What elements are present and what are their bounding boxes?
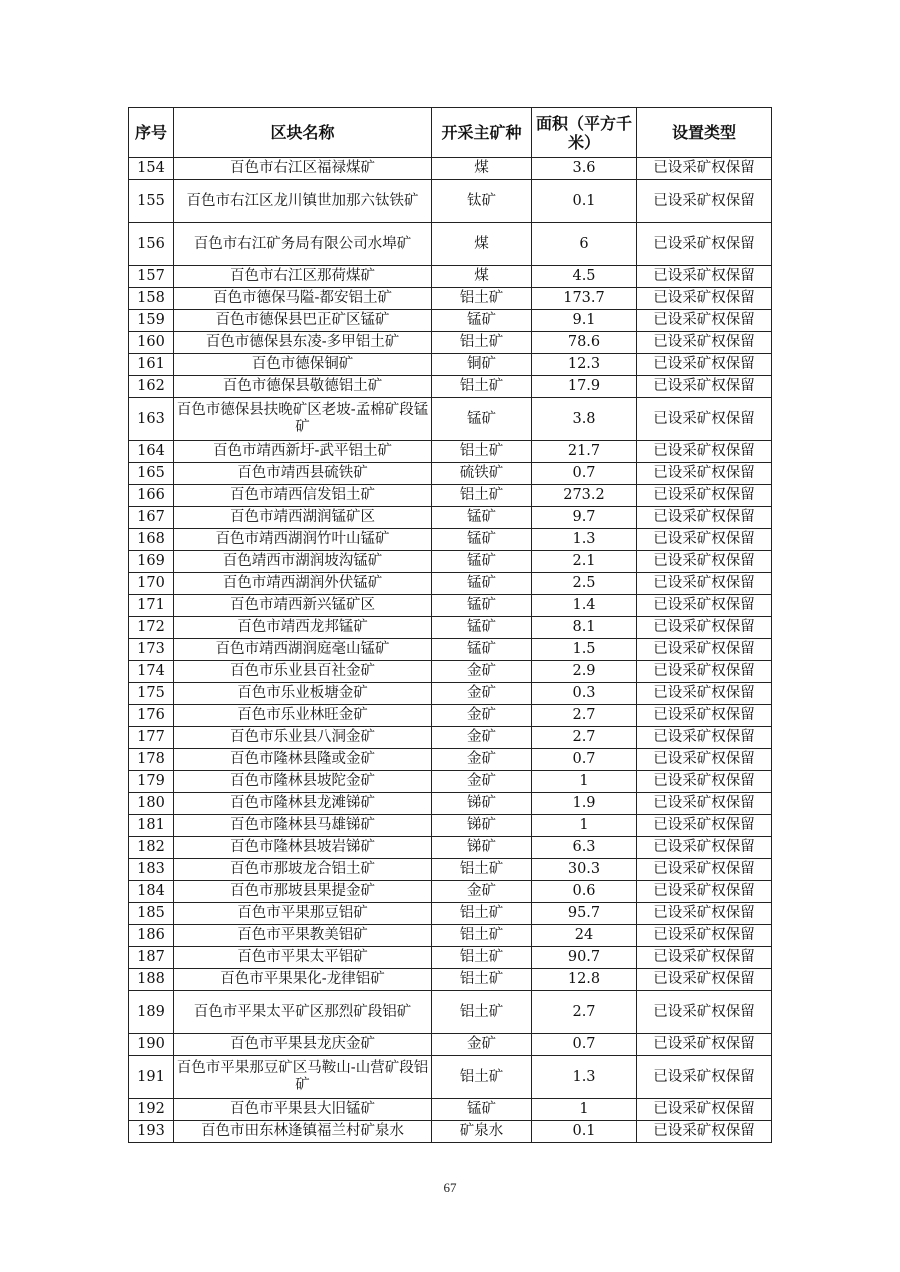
table-row (129, 332, 772, 354)
table-row (129, 881, 772, 903)
cell-seq: 165 (129, 463, 174, 485)
cell-seq: 174 (129, 661, 174, 683)
cell-name: 百色市右江区那荷煤矿 (174, 266, 432, 288)
cell-mineral: 铝土矿 (432, 1056, 532, 1099)
cell-mineral: 锰矿 (432, 310, 532, 332)
cell-seq: 167 (129, 507, 174, 529)
cell-type: 已设采矿权保留 (637, 1121, 772, 1143)
cell-seq: 180 (129, 793, 174, 815)
cell-mineral: 矿泉水 (432, 1121, 532, 1143)
cell-mineral: 金矿 (432, 683, 532, 705)
cell-type: 已设采矿权保留 (637, 749, 772, 771)
cell-type: 已设采矿权保留 (637, 158, 772, 180)
cell-name: 百色靖西市湖润坡沟锰矿 (174, 551, 432, 573)
cell-seq: 164 (129, 441, 174, 463)
cell-seq: 179 (129, 771, 174, 793)
cell-name: 百色市平果太平铝矿 (174, 947, 432, 969)
cell-mineral: 铝土矿 (432, 903, 532, 925)
cell-seq: 161 (129, 354, 174, 376)
cell-seq: 192 (129, 1099, 174, 1121)
cell-area: 1.3 (532, 529, 637, 551)
cell-mineral: 金矿 (432, 749, 532, 771)
cell-mineral: 铝土矿 (432, 376, 532, 398)
cell-mineral: 金矿 (432, 881, 532, 903)
table-row (129, 947, 772, 969)
cell-type: 已设采矿权保留 (637, 925, 772, 947)
mining-block-table (128, 107, 772, 1143)
table-row (129, 507, 772, 529)
cell-name: 百色市平果果化-龙律铝矿 (174, 969, 432, 991)
cell-name: 百色市平果教美铝矿 (174, 925, 432, 947)
table-row (129, 180, 772, 223)
cell-type: 已设采矿权保留 (637, 771, 772, 793)
cell-name: 百色市隆林县坡岩锑矿 (174, 837, 432, 859)
cell-area: 30.3 (532, 859, 637, 881)
cell-seq: 175 (129, 683, 174, 705)
cell-name: 百色市隆林县坡陀金矿 (174, 771, 432, 793)
cell-type: 已设采矿权保留 (637, 529, 772, 551)
cell-area: 8.1 (532, 617, 637, 639)
table-row (129, 376, 772, 398)
cell-area: 9.7 (532, 507, 637, 529)
cell-mineral: 锑矿 (432, 837, 532, 859)
cell-seq: 172 (129, 617, 174, 639)
cell-area: 6 (532, 223, 637, 266)
cell-type: 已设采矿权保留 (637, 661, 772, 683)
cell-type: 已设采矿权保留 (637, 1056, 772, 1099)
cell-area: 173.7 (532, 288, 637, 310)
table-row (129, 1034, 772, 1056)
table-row (129, 1099, 772, 1121)
table-row (129, 683, 772, 705)
cell-type: 已设采矿权保留 (637, 683, 772, 705)
cell-seq: 159 (129, 310, 174, 332)
cell-mineral: 铝土矿 (432, 485, 532, 507)
cell-seq: 168 (129, 529, 174, 551)
header-type: 设置类型 (637, 108, 772, 158)
cell-seq: 156 (129, 223, 174, 266)
cell-type: 已设采矿权保留 (637, 441, 772, 463)
cell-seq: 154 (129, 158, 174, 180)
cell-seq: 188 (129, 969, 174, 991)
table-row (129, 223, 772, 266)
cell-name: 百色市平果县龙庆金矿 (174, 1034, 432, 1056)
cell-seq: 193 (129, 1121, 174, 1143)
cell-name: 百色市靖西新兴锰矿区 (174, 595, 432, 617)
cell-seq: 169 (129, 551, 174, 573)
table-row (129, 288, 772, 310)
cell-name: 百色市乐业县八洞金矿 (174, 727, 432, 749)
table-row (129, 925, 772, 947)
cell-type: 已设采矿权保留 (637, 617, 772, 639)
cell-area: 3.6 (532, 158, 637, 180)
cell-type: 已设采矿权保留 (637, 310, 772, 332)
cell-mineral: 铝土矿 (432, 859, 532, 881)
cell-type: 已设采矿权保留 (637, 793, 772, 815)
cell-name: 百色市靖西湖润外伏锰矿 (174, 573, 432, 595)
cell-type: 已设采矿权保留 (637, 1099, 772, 1121)
cell-name: 百色市德保县巴正矿区锰矿 (174, 310, 432, 332)
cell-name: 百色市德保县扶晚矿区老坡-孟棉矿段锰矿 (174, 398, 432, 441)
cell-area: 0.6 (532, 881, 637, 903)
cell-type: 已设采矿权保留 (637, 463, 772, 485)
cell-area: 1.5 (532, 639, 637, 661)
cell-seq: 171 (129, 595, 174, 617)
cell-name: 百色市德保县敬德铝土矿 (174, 376, 432, 398)
cell-type: 已设采矿权保留 (637, 727, 772, 749)
cell-name: 百色市靖西县硫铁矿 (174, 463, 432, 485)
cell-mineral: 金矿 (432, 727, 532, 749)
cell-type: 已设采矿权保留 (637, 223, 772, 266)
cell-area: 0.1 (532, 180, 637, 223)
table-row (129, 793, 772, 815)
cell-seq: 160 (129, 332, 174, 354)
cell-mineral: 铝土矿 (432, 332, 532, 354)
cell-type: 已设采矿权保留 (637, 266, 772, 288)
cell-mineral: 煤 (432, 158, 532, 180)
cell-mineral: 锰矿 (432, 551, 532, 573)
table-row (129, 1121, 772, 1143)
cell-mineral: 钛矿 (432, 180, 532, 223)
cell-name: 百色市右江区福禄煤矿 (174, 158, 432, 180)
cell-seq: 191 (129, 1056, 174, 1099)
cell-type: 已设采矿权保留 (637, 815, 772, 837)
cell-seq: 166 (129, 485, 174, 507)
cell-seq: 183 (129, 859, 174, 881)
cell-area: 24 (532, 925, 637, 947)
cell-mineral: 金矿 (432, 705, 532, 727)
cell-mineral: 锰矿 (432, 595, 532, 617)
cell-mineral: 锰矿 (432, 1099, 532, 1121)
table-row (129, 749, 772, 771)
cell-area: 1 (532, 815, 637, 837)
table-row (129, 551, 772, 573)
cell-type: 已设采矿权保留 (637, 288, 772, 310)
cell-area: 12.3 (532, 354, 637, 376)
cell-name: 百色市乐业县百社金矿 (174, 661, 432, 683)
cell-area: 2.1 (532, 551, 637, 573)
table-row (129, 837, 772, 859)
cell-mineral: 锑矿 (432, 815, 532, 837)
cell-area: 78.6 (532, 332, 637, 354)
cell-area: 17.9 (532, 376, 637, 398)
table-row (129, 158, 772, 180)
cell-area: 2.9 (532, 661, 637, 683)
cell-seq: 186 (129, 925, 174, 947)
cell-mineral: 锰矿 (432, 639, 532, 661)
cell-area: 12.8 (532, 969, 637, 991)
cell-mineral: 铝土矿 (432, 925, 532, 947)
table-row (129, 771, 772, 793)
table-row (129, 1056, 772, 1099)
cell-mineral: 金矿 (432, 661, 532, 683)
cell-area: 0.3 (532, 683, 637, 705)
cell-area: 0.7 (532, 749, 637, 771)
cell-area: 95.7 (532, 903, 637, 925)
cell-type: 已设采矿权保留 (637, 969, 772, 991)
table-row (129, 310, 772, 332)
cell-name: 百色市右江区龙川镇世加那六钛铁矿 (174, 180, 432, 223)
cell-area: 0.1 (532, 1121, 637, 1143)
cell-name: 百色市那坡县果提金矿 (174, 881, 432, 903)
cell-seq: 163 (129, 398, 174, 441)
cell-type: 已设采矿权保留 (637, 354, 772, 376)
cell-seq: 181 (129, 815, 174, 837)
cell-seq: 173 (129, 639, 174, 661)
table-row (129, 595, 772, 617)
cell-name: 百色市德保县东凌-多甲铝土矿 (174, 332, 432, 354)
cell-mineral: 铝土矿 (432, 991, 532, 1034)
cell-area: 6.3 (532, 837, 637, 859)
cell-area: 1 (532, 1099, 637, 1121)
cell-area: 9.1 (532, 310, 637, 332)
cell-type: 已设采矿权保留 (637, 837, 772, 859)
cell-area: 1 (532, 771, 637, 793)
cell-name: 百色市靖西湖润庭毫山锰矿 (174, 639, 432, 661)
table-row (129, 617, 772, 639)
cell-name: 百色市靖西信发铝土矿 (174, 485, 432, 507)
cell-type: 已设采矿权保留 (637, 507, 772, 529)
cell-mineral: 锰矿 (432, 507, 532, 529)
table-row (129, 398, 772, 441)
cell-name: 百色市平果县大旧锰矿 (174, 1099, 432, 1121)
table-row (129, 705, 772, 727)
cell-name: 百色市乐业林旺金矿 (174, 705, 432, 727)
cell-type: 已设采矿权保留 (637, 398, 772, 441)
cell-mineral: 铝土矿 (432, 969, 532, 991)
cell-type: 已设采矿权保留 (637, 1034, 772, 1056)
cell-area: 1.9 (532, 793, 637, 815)
table-row (129, 727, 772, 749)
cell-type: 已设采矿权保留 (637, 705, 772, 727)
cell-area: 2.5 (532, 573, 637, 595)
cell-name: 百色市靖西龙邦锰矿 (174, 617, 432, 639)
cell-mineral: 锑矿 (432, 793, 532, 815)
table-row (129, 661, 772, 683)
cell-area: 2.7 (532, 727, 637, 749)
cell-name: 百色市德保铜矿 (174, 354, 432, 376)
cell-type: 已设采矿权保留 (637, 639, 772, 661)
cell-type: 已设采矿权保留 (637, 332, 772, 354)
cell-name: 百色市平果太平矿区那烈矿段铝矿 (174, 991, 432, 1034)
cell-seq: 184 (129, 881, 174, 903)
table-row (129, 903, 772, 925)
table-row (129, 529, 772, 551)
cell-area: 3.8 (532, 398, 637, 441)
cell-seq: 177 (129, 727, 174, 749)
cell-area: 0.7 (532, 463, 637, 485)
table-row (129, 859, 772, 881)
cell-seq: 158 (129, 288, 174, 310)
cell-mineral: 锰矿 (432, 398, 532, 441)
cell-mineral: 煤 (432, 266, 532, 288)
cell-type: 已设采矿权保留 (637, 485, 772, 507)
table-body (129, 158, 772, 1143)
cell-area: 21.7 (532, 441, 637, 463)
cell-name: 百色市隆林县隆或金矿 (174, 749, 432, 771)
cell-mineral: 煤 (432, 223, 532, 266)
table-row (129, 991, 772, 1034)
cell-name: 百色市右江矿务局有限公司水埠矿 (174, 223, 432, 266)
cell-name: 百色市靖西新圩-武平铝土矿 (174, 441, 432, 463)
cell-name: 百色市田东林逢镇福兰村矿泉水 (174, 1121, 432, 1143)
table-row (129, 573, 772, 595)
cell-mineral: 铝土矿 (432, 441, 532, 463)
cell-type: 已设采矿权保留 (637, 595, 772, 617)
table-row (129, 354, 772, 376)
cell-mineral: 硫铁矿 (432, 463, 532, 485)
cell-seq: 176 (129, 705, 174, 727)
cell-type: 已设采矿权保留 (637, 859, 772, 881)
cell-seq: 157 (129, 266, 174, 288)
cell-type: 已设采矿权保留 (637, 573, 772, 595)
cell-area: 2.7 (532, 705, 637, 727)
cell-type: 已设采矿权保留 (637, 947, 772, 969)
cell-seq: 185 (129, 903, 174, 925)
cell-area: 1.4 (532, 595, 637, 617)
cell-mineral: 铝土矿 (432, 947, 532, 969)
page-number: 67 (443, 1180, 457, 1195)
cell-mineral: 铜矿 (432, 354, 532, 376)
table-row (129, 441, 772, 463)
header-area: 面积（平方千米） (532, 108, 637, 158)
cell-type: 已设采矿权保留 (637, 991, 772, 1034)
cell-mineral: 锰矿 (432, 529, 532, 551)
cell-mineral: 锰矿 (432, 617, 532, 639)
cell-type: 已设采矿权保留 (637, 551, 772, 573)
header-seq: 序号 (129, 108, 174, 158)
cell-name: 百色市靖西湖润锰矿区 (174, 507, 432, 529)
cell-seq: 155 (129, 180, 174, 223)
cell-area: 1.3 (532, 1056, 637, 1099)
table-row (129, 485, 772, 507)
cell-mineral: 铝土矿 (432, 288, 532, 310)
cell-name: 百色市隆林县龙滩锑矿 (174, 793, 432, 815)
cell-mineral: 锰矿 (432, 573, 532, 595)
table-row (129, 969, 772, 991)
cell-area: 90.7 (532, 947, 637, 969)
cell-seq: 187 (129, 947, 174, 969)
cell-seq: 162 (129, 376, 174, 398)
cell-name: 百色市靖西湖润竹叶山锰矿 (174, 529, 432, 551)
cell-type: 已设采矿权保留 (637, 903, 772, 925)
cell-name: 百色市乐业板塘金矿 (174, 683, 432, 705)
cell-seq: 170 (129, 573, 174, 595)
cell-area: 0.7 (532, 1034, 637, 1056)
cell-name: 百色市德保马隘-都安铝土矿 (174, 288, 432, 310)
cell-seq: 182 (129, 837, 174, 859)
table-row (129, 266, 772, 288)
cell-name: 百色市平果那豆矿区马鞍山-山营矿段铝矿 (174, 1056, 432, 1099)
cell-name: 百色市那坡龙合铝土矿 (174, 859, 432, 881)
table-row (129, 463, 772, 485)
cell-name: 百色市隆林县马雄锑矿 (174, 815, 432, 837)
table-row (129, 639, 772, 661)
cell-type: 已设采矿权保留 (637, 376, 772, 398)
table-header-row (129, 108, 772, 158)
header-name: 区块名称 (174, 108, 432, 158)
cell-type: 已设采矿权保留 (637, 881, 772, 903)
table-row (129, 815, 772, 837)
cell-seq: 190 (129, 1034, 174, 1056)
cell-seq: 189 (129, 991, 174, 1034)
cell-mineral: 金矿 (432, 771, 532, 793)
cell-area: 273.2 (532, 485, 637, 507)
header-mineral: 开采主矿种 (432, 108, 532, 158)
cell-mineral: 金矿 (432, 1034, 532, 1056)
cell-area: 4.5 (532, 266, 637, 288)
cell-seq: 178 (129, 749, 174, 771)
cell-area: 2.7 (532, 991, 637, 1034)
cell-name: 百色市平果那豆铝矿 (174, 903, 432, 925)
cell-type: 已设采矿权保留 (637, 180, 772, 223)
